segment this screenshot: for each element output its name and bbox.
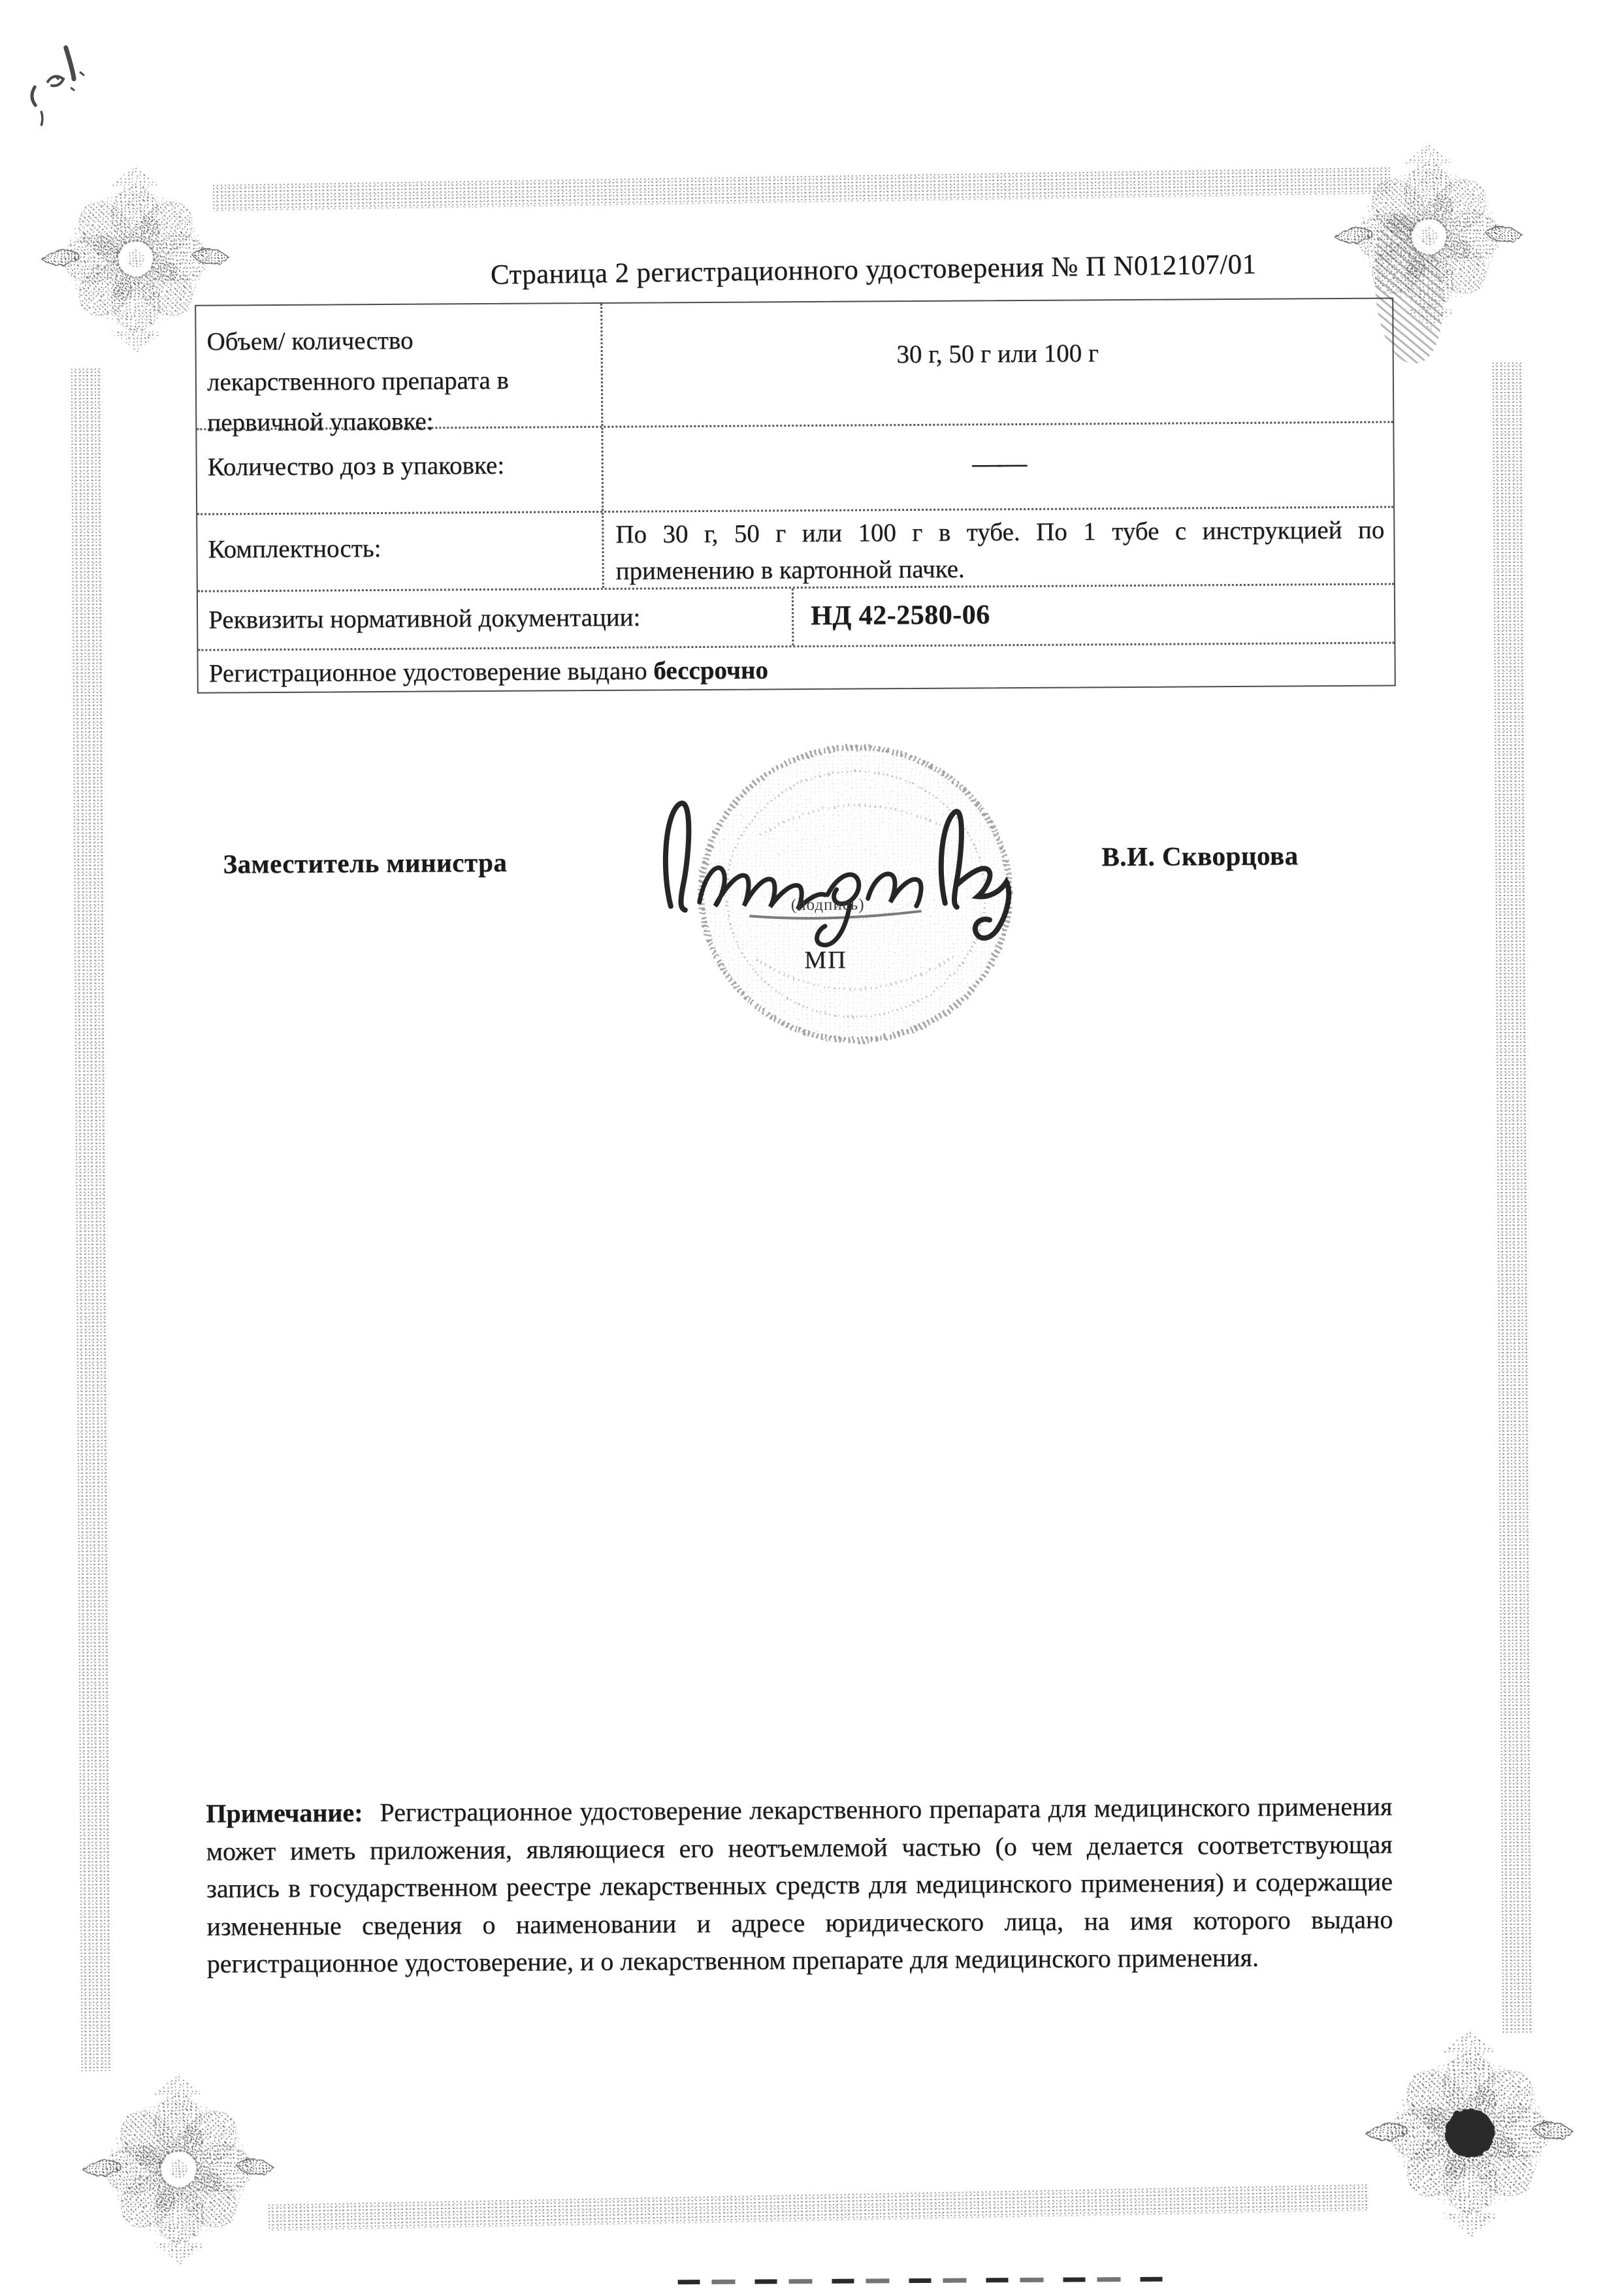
row-text: Регистрационное удостоверение выдано (208, 656, 647, 688)
guilloche-border-bottom (267, 2183, 1370, 2231)
row-label: Реквизиты нормативной документации: (198, 589, 794, 649)
row-label: Комплектность: (197, 513, 604, 590)
table-row (196, 299, 1393, 437)
table-row (198, 642, 1394, 692)
note-paragraph (206, 1788, 1393, 1983)
table-row (197, 421, 1393, 513)
note-label: Примечание: (206, 1798, 363, 1828)
seal-place-label: МП (804, 946, 847, 975)
rosette-ornament-bottom-right (1361, 2024, 1579, 2242)
row-value: НД 42-2580-06 (810, 600, 990, 631)
row-value: По 30 г, 50 г или 100 г в тубе. По 1 тубе с инструкцией по применению в картонной пачке. (615, 515, 1385, 585)
row-label: Объем/ количество лекарственного препарата в первичной упаковке: (196, 304, 603, 428)
pencil-scribble-artifact (25, 39, 98, 137)
signer-position-label: Заместитель министра (223, 847, 508, 879)
note-body: Регистрационное удостоверение лекарственного препарата для медицинского применения может иметь приложения, являющиеся его неотъемлемой частью (о чем делается соответствующая запись в государственном реестре лекарственных средств для медицинского применения) и содержащие измененные сведения о наименовании и адресе юридического лица, на имя которого выдано регистрационное удостоверение, и о лекарственном препарате для медицинского применения. (206, 1791, 1393, 1979)
empty-value-dash: —— (972, 446, 1025, 479)
row-value (603, 423, 1393, 511)
table-row (198, 583, 1395, 649)
row-label: Количество доз в упаковке: (197, 428, 604, 513)
signature-caption: (подпись) (790, 896, 865, 914)
scan-edge-artifact (678, 2277, 1164, 2285)
registration-table (195, 298, 1396, 694)
guilloche-border-right (1491, 361, 1534, 2033)
table-row (197, 506, 1394, 590)
validity-term: бессрочно (653, 656, 769, 685)
guilloche-border-top (212, 167, 1391, 212)
signer-name: В.И. Скворцова (1101, 840, 1299, 872)
guilloche-border-left (70, 368, 113, 2071)
rosette-ornament-bottom-left (78, 2069, 280, 2270)
handwritten-signature (652, 769, 1058, 968)
page-title: Страница 2 регистрационного удостоверения № П N012107/01 (490, 249, 1257, 291)
row-value: 30 г, 50 г или 100 г (896, 339, 1099, 369)
